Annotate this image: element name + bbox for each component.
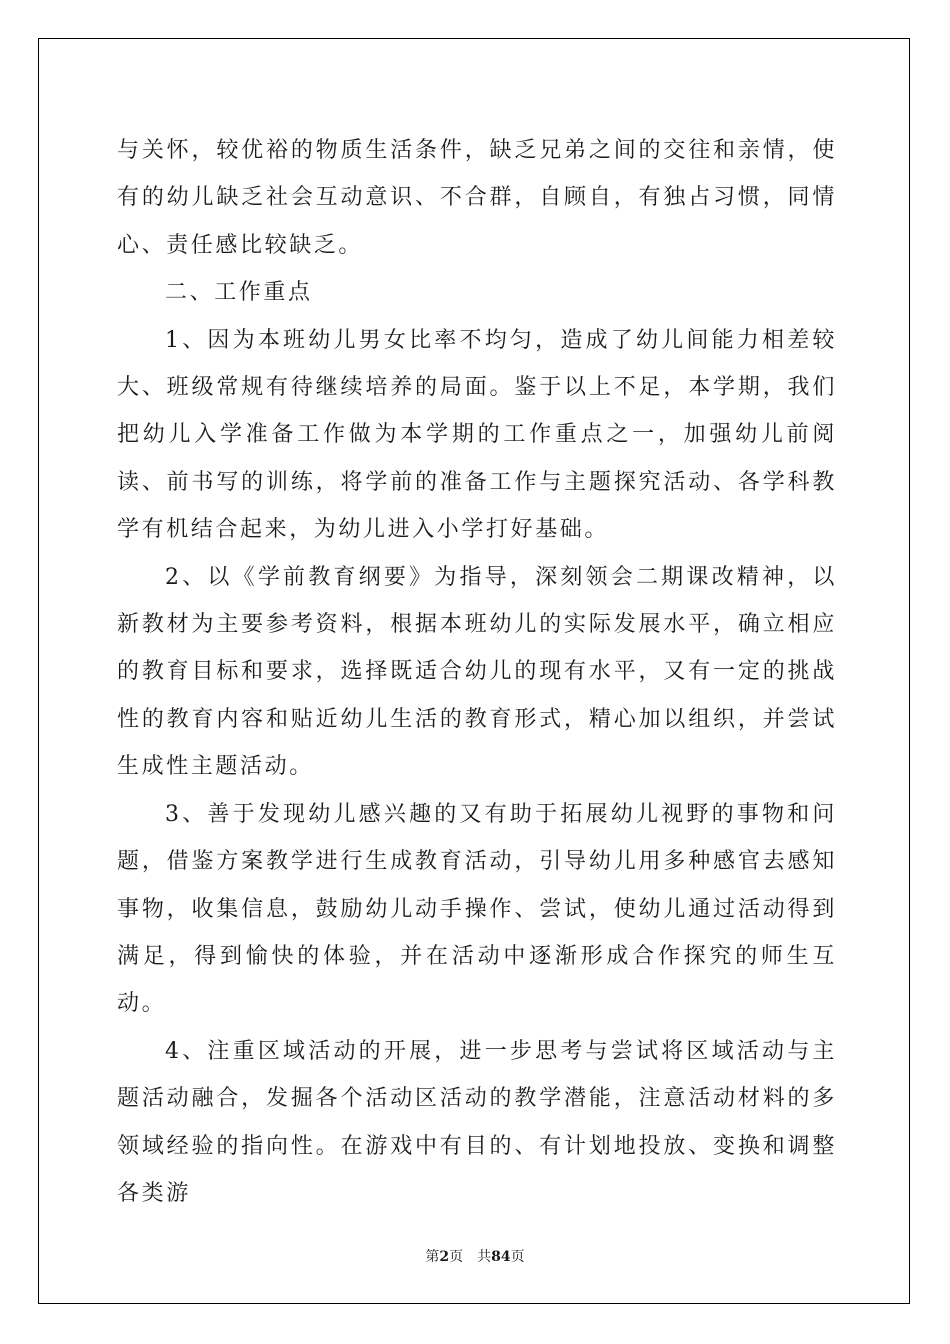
total-pages: 84 [491,1249,511,1265]
paragraph-item-3: 3、善于发现幼儿感兴趣的又有助于拓展幼儿视野的事物和问题，借鉴方案教学进行生成教育活动，引导幼儿用多种感官去感知事物，收集信息，鼓励幼儿动手操作、尝试，使幼儿通过活动得到满足，得到愉快的体验，并在活动中逐渐形成合作探究的师生互动。 [117,801,837,1017]
total-suffix: 页 [510,1249,525,1265]
total-prefix: 共 [477,1249,492,1265]
document-body [117,127,837,1217]
paragraph-item-4: 4、注重区域活动的开展，进一步思考与尝试将区域活动与主题活动融合，发掘各个活动区活动的教学潜能，注意活动材料的多领域经验的指向性。在游戏中有目的、有计划地投放、变换和调整各类游 [117,1038,837,1206]
page-number: 2 [439,1249,450,1265]
paragraph-item-1: 1、因为本班幼儿男女比率不均匀，造成了幼儿间能力相差较大、班级常规有待继续培养的局面。鉴于以上不足，本学期，我们把幼儿入学准备工作做为本学期的工作重点之一，加强幼儿前阅读、前书写的训练，将学前的准备工作与主题探究活动、各学科教学有机结合起来，为幼儿进入小学打好基础。 [117,327,837,543]
section-heading: 二、工作重点 [165,280,313,306]
paragraph-continuation: 与关怀，较优裕的物质生活条件，缺乏兄弟之间的交往和亲情，使有的幼儿缺乏社会互动意识、不合群，自顾自，有独占习惯，同情心、责任感比较缺乏。 [117,138,837,258]
page-prefix: 第 [425,1249,440,1265]
page-footer [0,1246,950,1266]
page-suffix: 页 [449,1249,464,1265]
paragraph-item-2: 2、以《学前教育纲要》为指导，深刻领会二期课改精神，以新教材为主要参考资料，根据本班幼儿的实际发展水平，确立相应的教育目标和要求，选择既适合幼儿的现有水平，又有一定的挑战性的教育内容和贴近幼儿生活的教育形式，精心加以组织，并尝试生成性主题活动。 [117,564,837,780]
